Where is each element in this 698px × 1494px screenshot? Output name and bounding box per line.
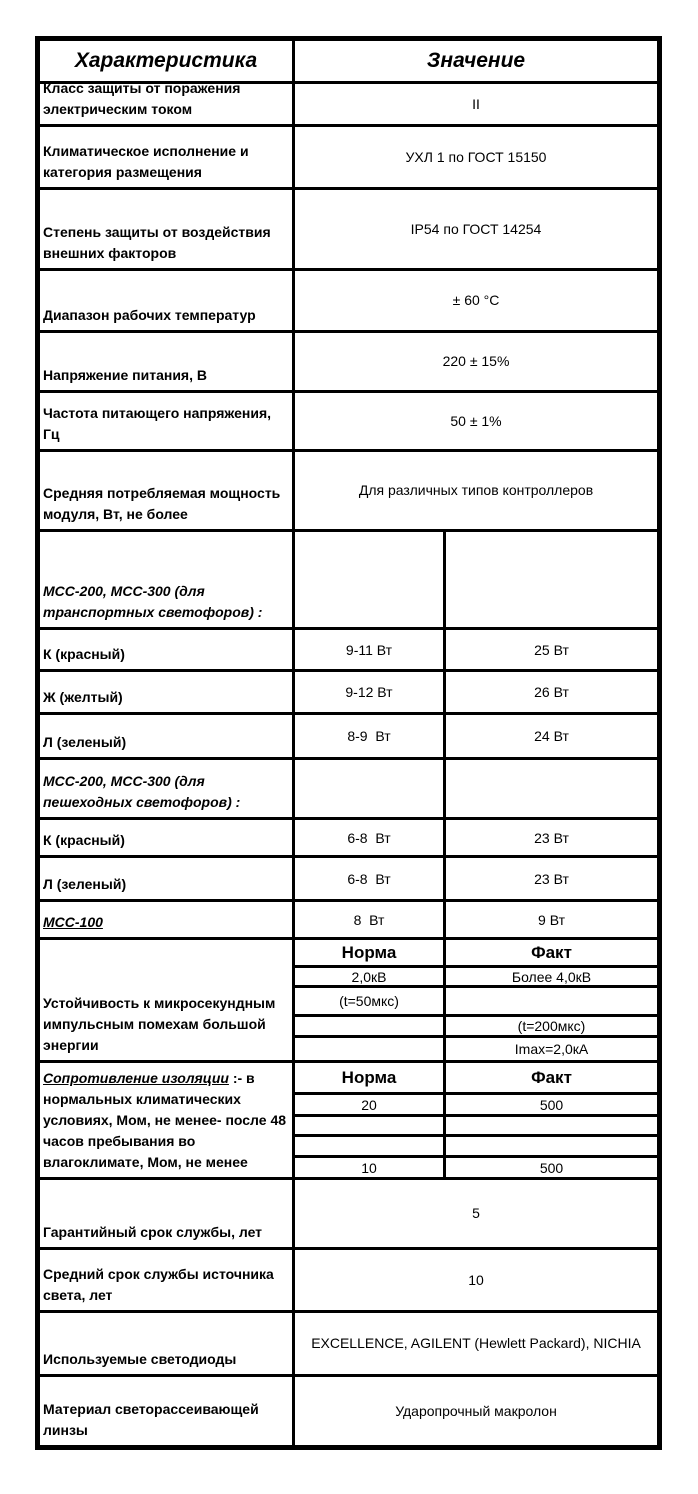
row-label-text: МСС-100	[43, 914, 103, 930]
subcol-fakt-header: Факт	[531, 1067, 572, 1087]
table-row-red-transport	[40, 627, 657, 669]
subtable-row	[295, 985, 657, 1014]
table-row-protection-class	[40, 81, 657, 124]
row-label: Диапазон рабочих температур	[40, 271, 295, 330]
row-label: К (красный)	[40, 820, 295, 855]
sub-value	[295, 1117, 446, 1134]
table-row-voltage	[40, 330, 657, 390]
row-value-2: 23 Вт	[534, 829, 569, 846]
row-label: Климатическое исполнение и категория размещения	[40, 127, 295, 187]
table-row-climatic	[40, 124, 657, 187]
sub-value: 10	[295, 1158, 446, 1177]
row-label: К (красный)	[40, 630, 295, 669]
row-value-1	[295, 532, 446, 627]
row-value-1: 6-8 Вт	[295, 820, 446, 855]
row-label: Средняя потребляемая мощность модуля, Вт, не более	[40, 452, 295, 529]
row-label: Средний срок службы источника света, лет	[40, 1250, 295, 1310]
subtable-row	[295, 1035, 657, 1060]
subtable-header-row	[295, 940, 657, 965]
row-value: 220 ± 15%	[442, 353, 510, 369]
row-label: Л (зеленый)	[40, 715, 295, 757]
spec-table	[35, 36, 662, 1450]
row-label	[40, 1063, 295, 1177]
subtable-row	[295, 1114, 657, 1134]
table-group-insulation-resistance	[40, 1060, 657, 1177]
row-label: Частота питающего напряжения, Гц	[40, 393, 295, 449]
subtable-header-row	[295, 1063, 657, 1092]
row-label: Гарантийный срок службы, лет	[40, 1180, 295, 1247]
row-value: Для различных типов контроллеров	[358, 482, 594, 498]
row-label-rest: :- в нормальных климатических условиях, Мом, не менее- после 48 часов пребывания во влагоклимате, Мом, не менее	[43, 1070, 287, 1170]
row-value-1: 8-9 Вт	[295, 715, 446, 757]
table-group-impulse-immunity	[40, 937, 657, 1060]
row-label-text: МСС-200, МСС-300 (для транспортных светофоров) :	[43, 583, 263, 620]
row-label: Используемые светодиоды	[40, 1313, 295, 1374]
row-value-1: 8 Вт	[295, 902, 446, 937]
row-label: Л (зеленый)	[40, 858, 295, 899]
row-label	[40, 902, 295, 937]
row-label-text: МСС-200, МСС-300 (для пешеходных светофоров) :	[43, 773, 241, 810]
row-label-emphasis: Сопротивление изоляции	[43, 1070, 229, 1086]
sub-value: Imax=2,0кА	[514, 1041, 589, 1057]
table-row-service-life	[40, 1247, 657, 1310]
impulse-subtable	[295, 940, 657, 1060]
row-value: IP54 по ГОСТ 14254	[410, 220, 542, 237]
row-value: II	[472, 95, 480, 112]
row-value-2: 24 Вт	[534, 728, 569, 744]
table-row-mcc-pedestrian-header	[40, 757, 657, 817]
sub-value	[446, 1137, 657, 1155]
row-value-2: 26 Вт	[534, 684, 569, 700]
table-row-frequency	[40, 390, 657, 449]
row-value-2	[446, 760, 657, 817]
row-value: 10	[468, 1271, 484, 1288]
subtable-row	[295, 1134, 657, 1155]
row-label: Материал светорассеивающей линзы	[40, 1377, 295, 1445]
sub-value: 500	[539, 1159, 564, 1176]
table-row-temperature	[40, 268, 657, 330]
row-label: Ж (желтый)	[40, 672, 295, 712]
row-label: Напряжение питания, В	[40, 333, 295, 390]
subcol-fakt-header: Факт	[531, 942, 572, 962]
table-header-row	[40, 41, 657, 81]
table-row-leds-used	[40, 1310, 657, 1374]
row-value-2: 23 Вт	[534, 870, 569, 887]
row-label	[40, 760, 295, 817]
insulation-subtable	[295, 1063, 657, 1177]
sub-value	[295, 1017, 446, 1035]
row-label: Степень защиты от воздействия внешних факторов	[40, 190, 295, 268]
row-value: Ударопрочный макролон	[395, 1402, 557, 1419]
row-value: 5	[472, 1205, 480, 1221]
row-value-2: 9 Вт	[538, 911, 565, 928]
row-label: Устойчивость к микросекундным импульсным помехам большой энергии	[40, 940, 295, 1060]
table-row-lens-material	[40, 1374, 657, 1445]
row-value-2	[446, 532, 657, 627]
sub-value: 500	[539, 1096, 564, 1113]
row-value: УХЛ 1 по ГОСТ 15150	[405, 148, 547, 165]
subtable-row	[295, 1155, 657, 1177]
row-label-text	[43, 1068, 289, 1173]
subtable-row	[295, 1092, 657, 1114]
table-row-yellow-transport	[40, 669, 657, 712]
sub-value: 2,0кВ	[295, 968, 446, 985]
sub-value: Более 4,0кВ	[511, 968, 592, 985]
row-value-1: 6-8 Вт	[295, 858, 446, 899]
row-value-1: 9-11 Вт	[295, 630, 446, 669]
row-value-1	[295, 760, 446, 817]
table-row-green-pedestrian	[40, 855, 657, 899]
subtable-row	[295, 1014, 657, 1035]
table-row-ip-rating	[40, 187, 657, 268]
sub-value	[446, 988, 657, 1014]
table-row-green-transport	[40, 712, 657, 757]
table-row-mcc-transport-header	[40, 529, 657, 627]
table-row-avg-power	[40, 449, 657, 529]
sub-value	[446, 1117, 657, 1134]
row-label	[40, 532, 295, 627]
row-value: 50 ± 1%	[450, 412, 502, 429]
sub-value: (t=50мкс)	[295, 988, 446, 1014]
row-value: EXCELLENCE, AGILENT (Hewlett Packard), NICHIA	[311, 1335, 641, 1351]
sub-value	[295, 1137, 446, 1155]
row-value-2: 25 Вт	[534, 641, 569, 658]
subcol-norma-header: Норма	[295, 1063, 446, 1092]
table-row-mcc-100	[40, 899, 657, 937]
row-label: Класс защиты от поражения электрическим током	[40, 84, 295, 124]
row-value-1: 9-12 Вт	[295, 672, 446, 712]
subtable-row	[295, 965, 657, 985]
table-row-red-pedestrian	[40, 817, 657, 855]
header-value: Значение	[426, 49, 526, 72]
table-row-warranty	[40, 1177, 657, 1247]
header-characteristic: Характеристика	[40, 41, 295, 81]
sub-value: 20	[295, 1095, 446, 1114]
subcol-norma-header: Норма	[295, 940, 446, 965]
sub-value	[295, 1038, 446, 1060]
sub-value: (t=200мкс)	[517, 1018, 586, 1034]
row-value: ± 60 °C	[452, 292, 500, 308]
